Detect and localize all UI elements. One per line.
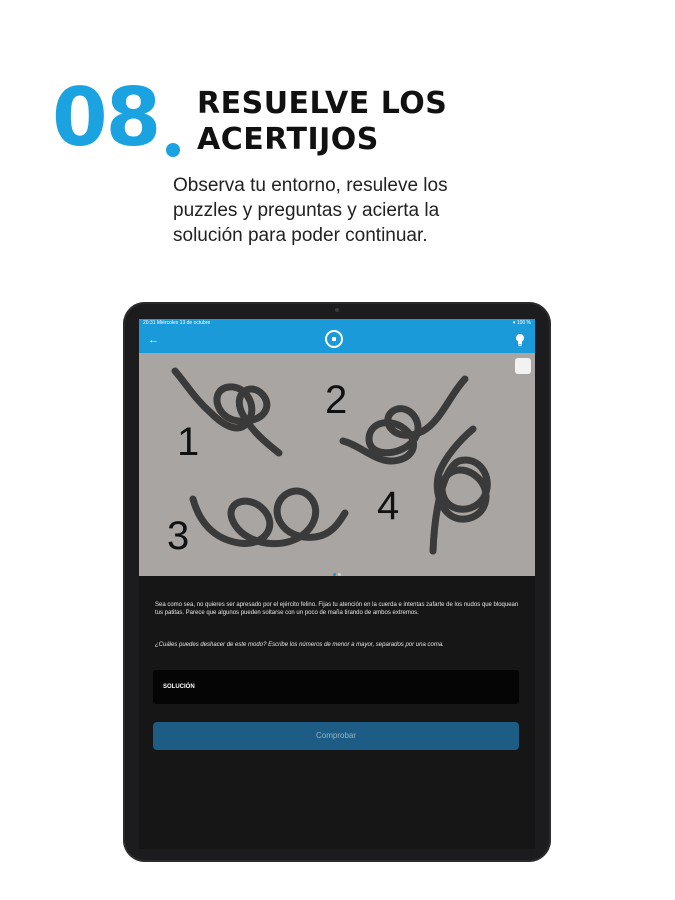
knot-4 — [433, 429, 487, 551]
puzzle-question: ¿Cuáles puedes deshacer de este modo? Escribe los números de menor a mayor, separados por una coma. — [155, 642, 444, 648]
knot-label-1: 1 — [177, 420, 200, 464]
hero-subtitle-line1: Observa tu entorno, resuleve los — [173, 175, 448, 196]
arrow-left-icon[interactable]: ← — [148, 334, 159, 346]
expand-icon[interactable] — [515, 358, 531, 374]
status-battery: ▾ 100 % — [512, 320, 531, 326]
app-navbar — [139, 328, 535, 353]
knot-label-2: 2 — [325, 378, 348, 422]
check-button[interactable]: Comprobar — [153, 722, 519, 750]
knot-2 — [343, 379, 465, 461]
knots-illustration — [139, 353, 535, 576]
knot-label-4: 4 — [377, 484, 400, 528]
hero-title — [197, 86, 447, 158]
app-logo-icon — [325, 330, 343, 348]
pager-dot-active[interactable] — [333, 573, 336, 576]
hero-subtitle-line3: solución para poder continuar. — [173, 225, 428, 246]
status-bar — [139, 319, 535, 328]
hero-title-line2: ACERTIJOS — [197, 122, 379, 157]
knot-3 — [193, 491, 345, 544]
image-pager — [332, 563, 342, 581]
knot-label-3: 3 — [167, 514, 190, 558]
pager-dot[interactable] — [338, 573, 341, 576]
hero-subtitle — [173, 173, 533, 248]
answer-input[interactable] — [153, 670, 519, 704]
hero-number: 08 — [52, 71, 160, 164]
hero-subtitle-line2: puzzles y preguntas y acierta la — [173, 200, 440, 221]
answer-placeholder: SOLUCIÓN — [163, 684, 195, 690]
tablet-frame — [123, 302, 551, 862]
puzzle-description: Sea como sea, no quieres ser apresado por el ejército felino. Fijas tu atención en la cuerda e intentas zafarte de los nudos que bloquean tus patitas. Parece que algunos pueden soltarse con un poco de maña tirando de ambos extremos. — [155, 602, 519, 616]
tablet-screen — [139, 319, 535, 849]
lightbulb-icon[interactable] — [515, 333, 525, 347]
puzzle-image-area — [139, 353, 535, 576]
status-time: 20:31 Miércoles 13 de octubre — [143, 320, 211, 326]
hero-dot — [166, 143, 180, 157]
camera-dot — [335, 308, 339, 312]
hero-title-line1: RESUELVE LOS — [197, 86, 448, 121]
